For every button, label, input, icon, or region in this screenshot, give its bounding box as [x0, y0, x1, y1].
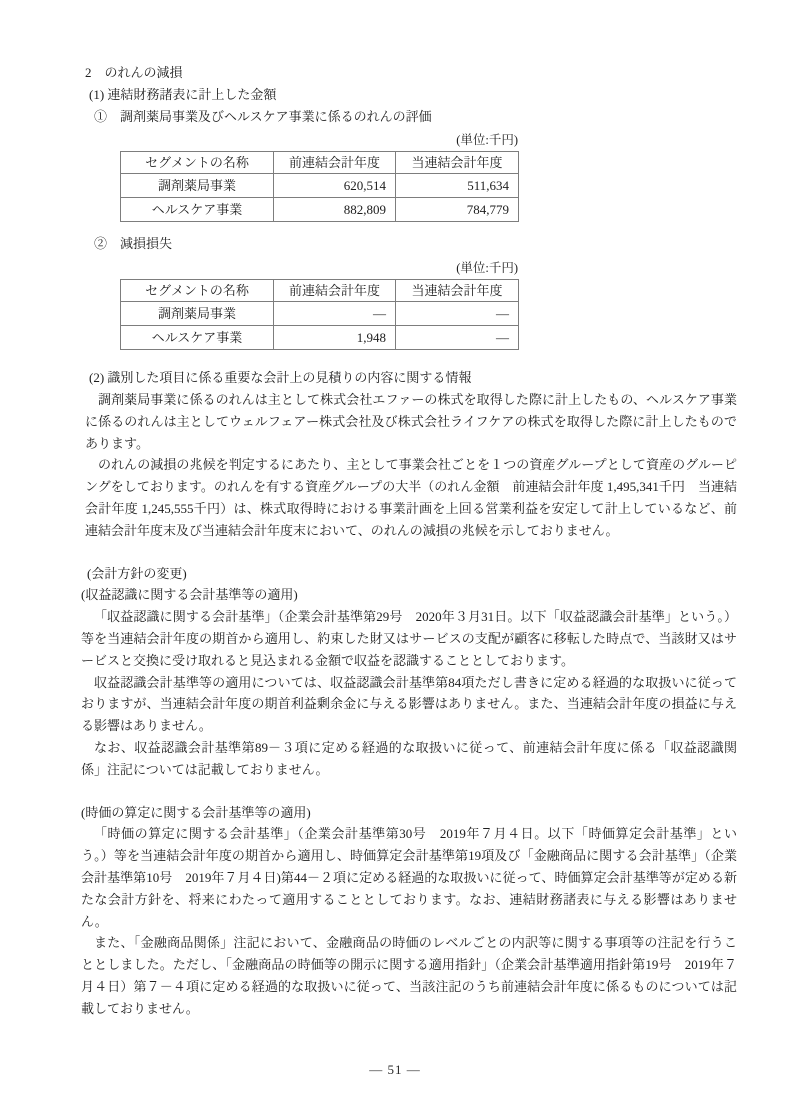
column-header-previous-fy: 前連結会計年度 — [274, 280, 396, 302]
segment-name: 調剤薬局事業 — [121, 302, 274, 326]
heading-fair-value-standard: (時価の算定に関する会計基準等の適用) — [81, 804, 311, 820]
column-header-current-fy: 当連結会計年度 — [396, 280, 519, 302]
paragraph-revenue-recognition-2: 収益認識会計基準等の適用については、収益認識会計基準第84項ただし書きに定める経過的な取扱いに従っておりますが、当連結会計年度の期首利益剰余金に与える影響はありません。また、当連結会計年度の損益に与える影響はありません。 — [81, 674, 737, 734]
unit-label: (単位:千円) — [456, 261, 518, 276]
unit-label: (単位:千円) — [456, 133, 518, 148]
paragraph-goodwill-origin: 調剤薬局事業に係るのれんは主として株式会社エファーの株式を取得した際に計上したもの、ヘルスケア事業に係るのれんは主としてウェルフェアー株式会社及び株式会社ライフケアの株式を取得した際に計上したものであります。 — [85, 391, 737, 451]
table-header-row — [121, 280, 519, 302]
paragraph-fair-value-1: 「時価の算定に関する会計基準」（企業会計基準第30号 2019年７月４日。以下「時価算定会計基準」という。）等を当連結会計年度の期首から適用し、時価算定会計基準第19項及び「金融商品に関する会計基準」（企業会計基準第10号 2019年７月４日)第44－２項に定める経過的な取扱いに従って、時価算定会計基準等が定める新たな会計方針を、将来にわたって適用することとしております。なお、連結財務諸表に与える影響はありません。 — [81, 826, 737, 929]
value-current-fy: 511,634 — [396, 174, 519, 198]
heading-revenue-recognition-standard: (収益認識に関する会計基準等の適用) — [81, 587, 298, 603]
column-header-segment: セグメントの名称 — [121, 280, 274, 302]
table-row — [121, 198, 519, 222]
table-row — [121, 326, 519, 350]
table-row — [121, 302, 519, 326]
paragraph-fair-value-2: また、「金融商品関係」注記において、金融商品の時価のレベルごとの内訳等に関する事項等の注記を行うこととしました。ただし、「金融商品の時価等の開示に関する適用指針」（企業会計基準適用指針第19号 2019年７月４日）第７－４項に定める経過的な取扱いに従って、当該注記のうち前連結会計年度に係るものについては記載しておりません。 — [81, 935, 737, 1016]
value-current-fy: ― — [396, 326, 519, 350]
impairment-loss-table — [120, 279, 519, 350]
paragraph-revenue-recognition-3: なお、収益認識会計基準第89－３項に定める経過的な取扱いに従って、前連結会計年度に係る「収益認識関係」注記については記載しておりません。 — [81, 739, 737, 777]
item-heading-impairment-loss: ② 減損損失 — [94, 236, 173, 252]
heading-accounting-policy-change: (会計方針の変更) — [87, 565, 187, 581]
table-header-row — [121, 152, 519, 174]
page-number: — 51 — — [369, 1062, 421, 1077]
value-previous-fy: 882,809 — [274, 198, 396, 222]
value-previous-fy: ― — [274, 302, 396, 326]
paragraph-revenue-recognition-1: 「収益認識に関する会計基準」（企業会計基準第29号 2020年３月31日。以下「収益認識会計基準」という。）等を当連結会計年度の期首から適用し、約束した財又はサービスの支配が顧客に移転した時点で、当該財又はサービスと交換に受け取れると見込まれる金額で収益を認識することとしております。 — [81, 609, 737, 668]
goodwill-evaluation-table-block — [120, 132, 518, 222]
subsection-heading-estimate-information: (2) 識別した項目に係る重要な会計上の見積りの内容に関する情報 — [89, 370, 472, 386]
segment-name: ヘルスケア事業 — [121, 198, 274, 222]
goodwill-evaluation-table — [120, 151, 519, 222]
page-content — [81, 62, 737, 1020]
section-heading-goodwill-impairment: 2 のれんの減損 — [85, 65, 183, 80]
paragraph-goodwill-grouping: のれんの減損の兆候を判定するにあたり、主として事業会社ごとを１つの資産グループとして資産のグルーピングをしております。のれんを有する資産グループの大半（のれん金額 前連結会計年度 1,495,341千円 当連結会計年度 1,245,555千円）は、株式取得時における事業計画を上回る営業利益を安定して計上しているなど、前連結会計年度末及び当連結会計年度末において、のれんの減損の兆候を示しておりません。 — [85, 457, 737, 538]
item-heading-goodwill-evaluation: ① 調剤薬局事業及びヘルスケア事業に係るのれんの評価 — [94, 108, 432, 124]
column-header-segment: セグメントの名称 — [121, 152, 274, 174]
value-current-fy: ― — [396, 302, 519, 326]
column-header-previous-fy: 前連結会計年度 — [274, 152, 396, 174]
table-row — [121, 174, 519, 198]
value-current-fy: 784,779 — [396, 198, 519, 222]
subsection-heading-recorded-amounts: (1) 連結財務諸表に計上した金額 — [89, 86, 277, 102]
segment-name: 調剤薬局事業 — [121, 174, 274, 198]
value-previous-fy: 1,948 — [274, 326, 396, 350]
impairment-loss-table-block — [120, 260, 518, 350]
value-previous-fy: 620,514 — [274, 174, 396, 198]
column-header-current-fy: 当連結会計年度 — [396, 152, 519, 174]
segment-name: ヘルスケア事業 — [121, 326, 274, 350]
